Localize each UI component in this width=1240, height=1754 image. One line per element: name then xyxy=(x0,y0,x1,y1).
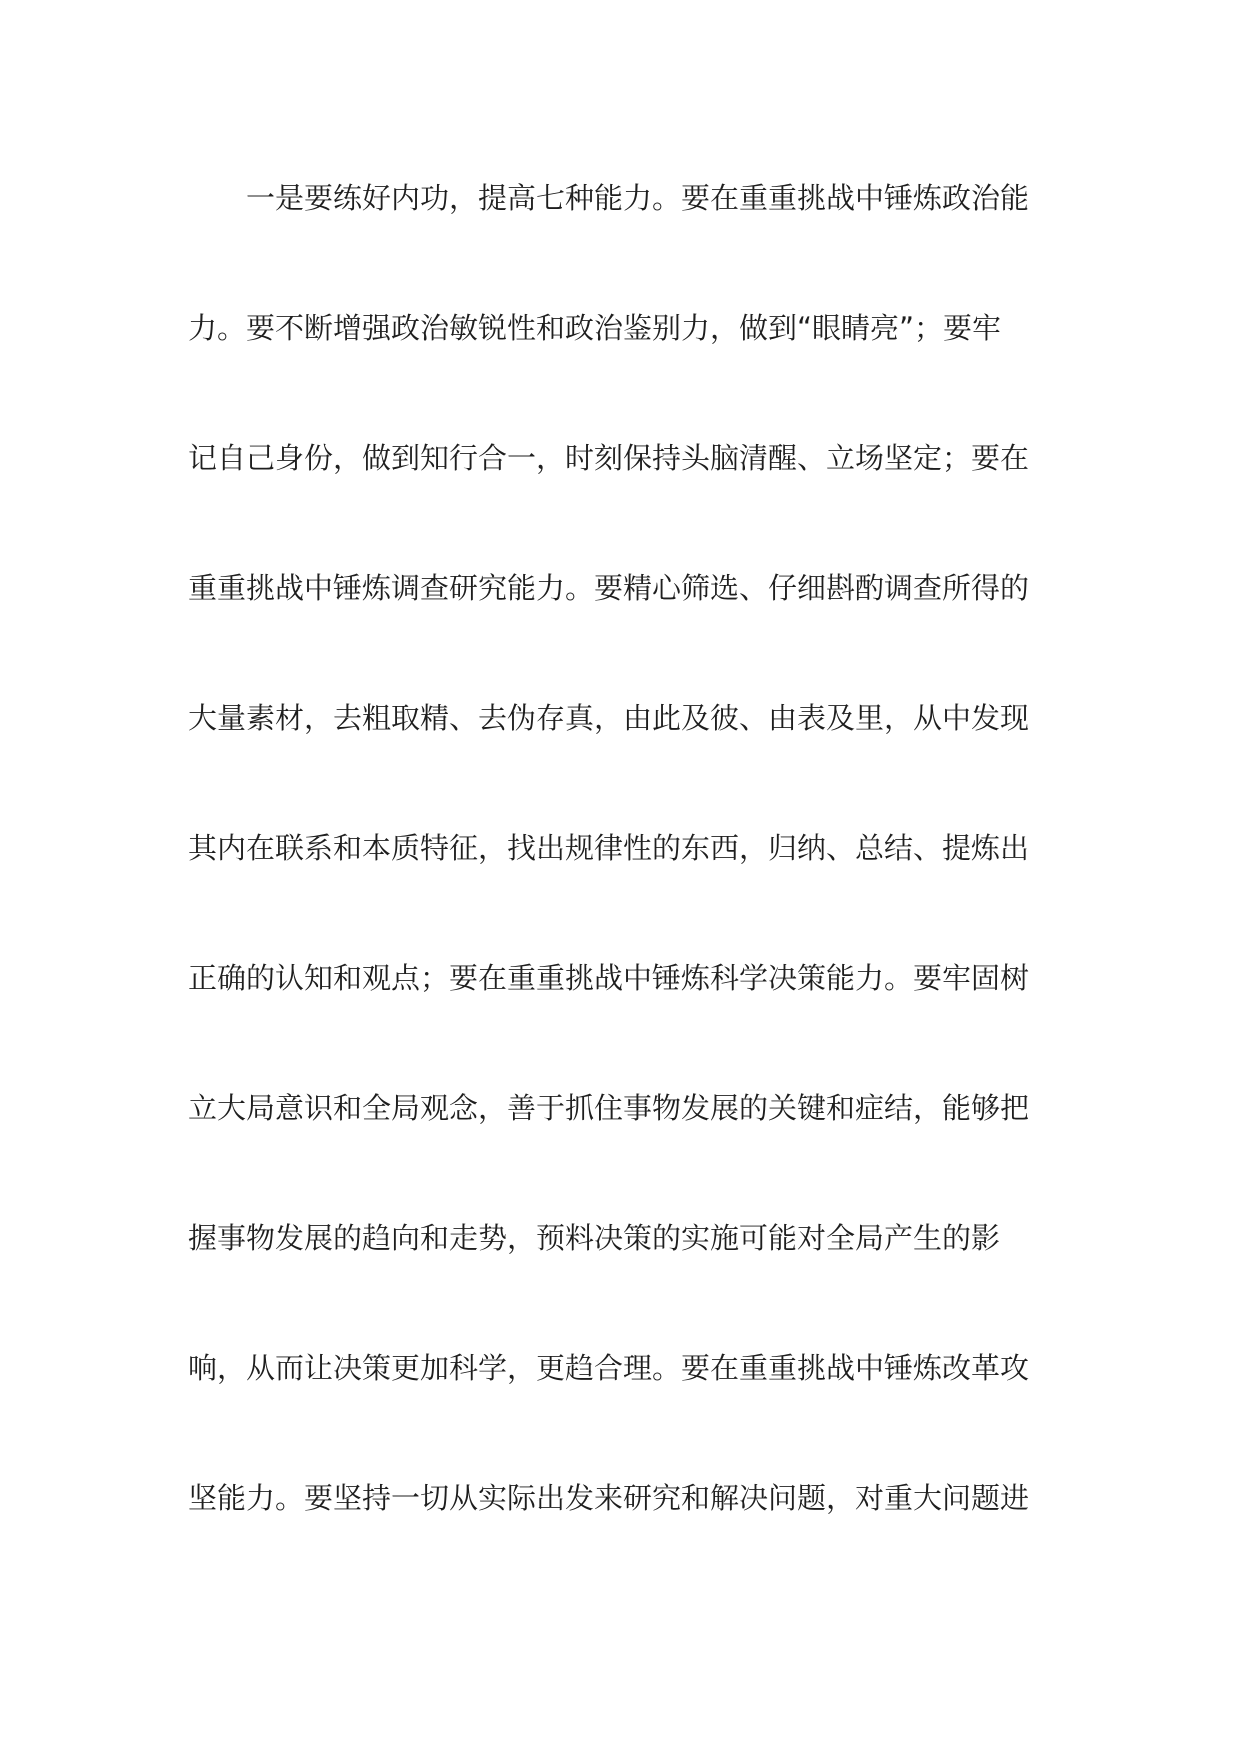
paragraph-line: 重重挑战中锤炼调查研究能力。要精心筛选、仔细斟酌调查所得的 xyxy=(188,571,1030,605)
paragraph-line: 立大局意识和全局观念，善于抓住事物发展的关键和症结，能够把 xyxy=(188,1091,1030,1125)
paragraph-line: 一是要练好内功，提高七种能力。要在重重挑战中锤炼政治能 xyxy=(246,181,1030,215)
paragraph xyxy=(188,168,1058,1598)
paragraph-line: 正确的认知和观点；要在重重挑战中锤炼科学决策能力。要牢固树 xyxy=(188,961,1030,995)
paragraph-line: 坚能力。要坚持一切从实际出发来研究和解决问题，对重大问题进 xyxy=(188,1481,1030,1515)
paragraph-line: 大量素材，去粗取精、去伪存真，由此及彼、由表及里，从中发现 xyxy=(188,701,1030,735)
paragraph-line: 记自己身份，做到知行合一，时刻保持头脑清醒、立场坚定；要在 xyxy=(188,441,1030,475)
paragraph-line: 握事物发展的趋向和走势，预料决策的实施可能对全局产生的影 xyxy=(188,1221,1001,1255)
paragraph-line: 其内在联系和本质特征，找出规律性的东西，归纳、总结、提炼出 xyxy=(188,831,1030,865)
paragraph-line: 力。要不断增强政治敏锐性和政治鉴别力，做到“眼睛亮”；要牢 xyxy=(188,311,1002,345)
paragraph-line: 响，从而让决策更加科学，更趋合理。要在重重挑战中锤炼改革攻 xyxy=(188,1351,1030,1385)
